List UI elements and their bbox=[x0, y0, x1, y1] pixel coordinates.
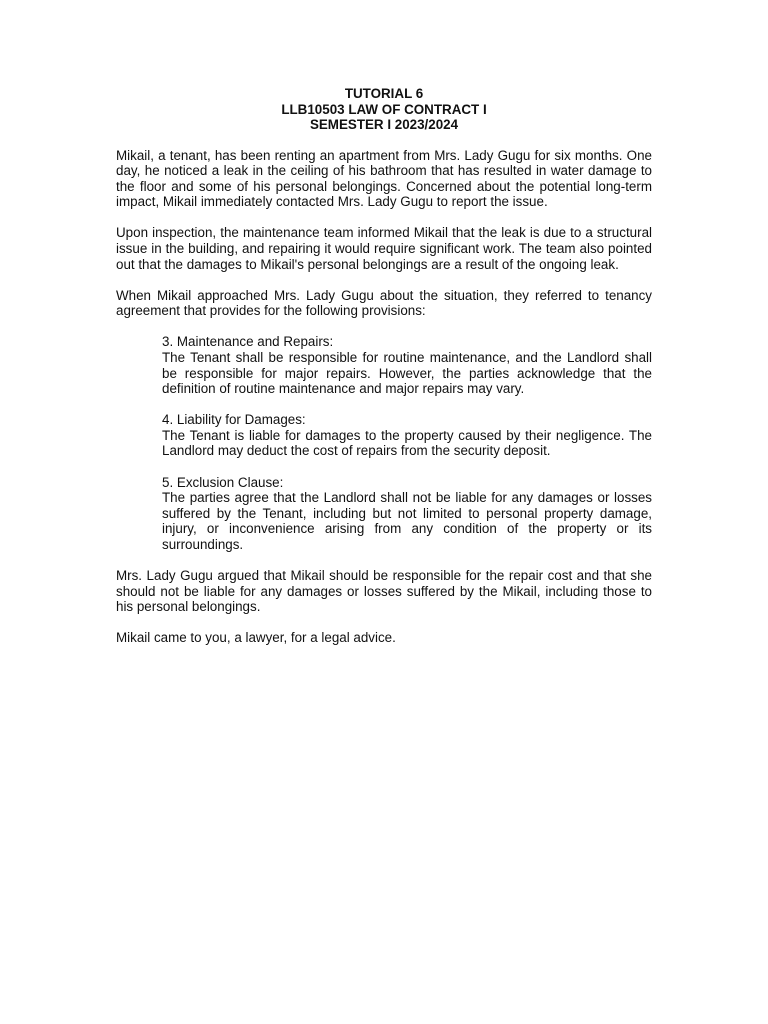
paragraph-question: Mikail came to you, a lawyer, for a legal advice. bbox=[116, 630, 396, 646]
provision-maintenance bbox=[162, 334, 652, 396]
document-header bbox=[116, 86, 652, 133]
provision-liability bbox=[162, 412, 652, 459]
provision-body: The Tenant is liable for damages to the property caused by their negligence. The Landlord may deduct the cost of repairs from the security deposit. bbox=[162, 427, 652, 459]
paragraph-landlord-argument: Mrs. Lady Gugu argued that Mikail should be responsible for the repair cost and that she should not be liable for any damages or losses suffered by the Mikail, including those to his personal belongings. bbox=[116, 567, 652, 615]
provision-exclusion bbox=[162, 475, 652, 553]
paragraph-inspection: Upon inspection, the maintenance team informed Mikail that the leak is due to a structural issue in the building, and repairing it would require significant work. The team also pointed out that the damages to Mikail's personal belongings are a result of the ongoing leak. bbox=[116, 225, 652, 272]
provision-body: The parties agree that the Landlord shall not be liable for any damages or losses suffered by the Tenant, including but not limited to personal property damage, injury, or inconvenience arising from any condition of the property or its surroundings. bbox=[162, 490, 652, 552]
provisions-list bbox=[162, 334, 652, 552]
course-title: LLB10503 LAW OF CONTRACT I bbox=[281, 101, 487, 117]
provision-title: 4. Liability for Damages: bbox=[162, 412, 306, 428]
tutorial-title: TUTORIAL 6 bbox=[344, 86, 424, 101]
provision-title: 5. Exclusion Clause: bbox=[162, 474, 284, 490]
paragraph-facts: Mikail, a tenant, has been renting an apartment from Mrs. Lady Gugu for six months. One day, he noticed a leak in the ceiling of his bathroom that has resulted in water damage to the floor and some of his personal belongings. Concerned about the potential long-term impact, Mikail immediately contacted Mrs. Lady Gugu to report the issue. bbox=[116, 147, 652, 210]
semester-title: SEMESTER I 2023/2024 bbox=[309, 117, 459, 132]
provision-title: 3. Maintenance and Repairs: bbox=[162, 334, 334, 350]
paragraph-agreement-intro: When Mikail approached Mrs. Lady Gugu about the situation, they referred to tenancy agreement that provides for the following provisions: bbox=[116, 287, 652, 319]
provision-body: The Tenant shall be responsible for routine maintenance, and the Landlord shall be responsible for major repairs. However, the parties acknowledge that the definition of routine maintenance and major repairs may vary. bbox=[162, 349, 652, 397]
document-body bbox=[116, 86, 652, 661]
